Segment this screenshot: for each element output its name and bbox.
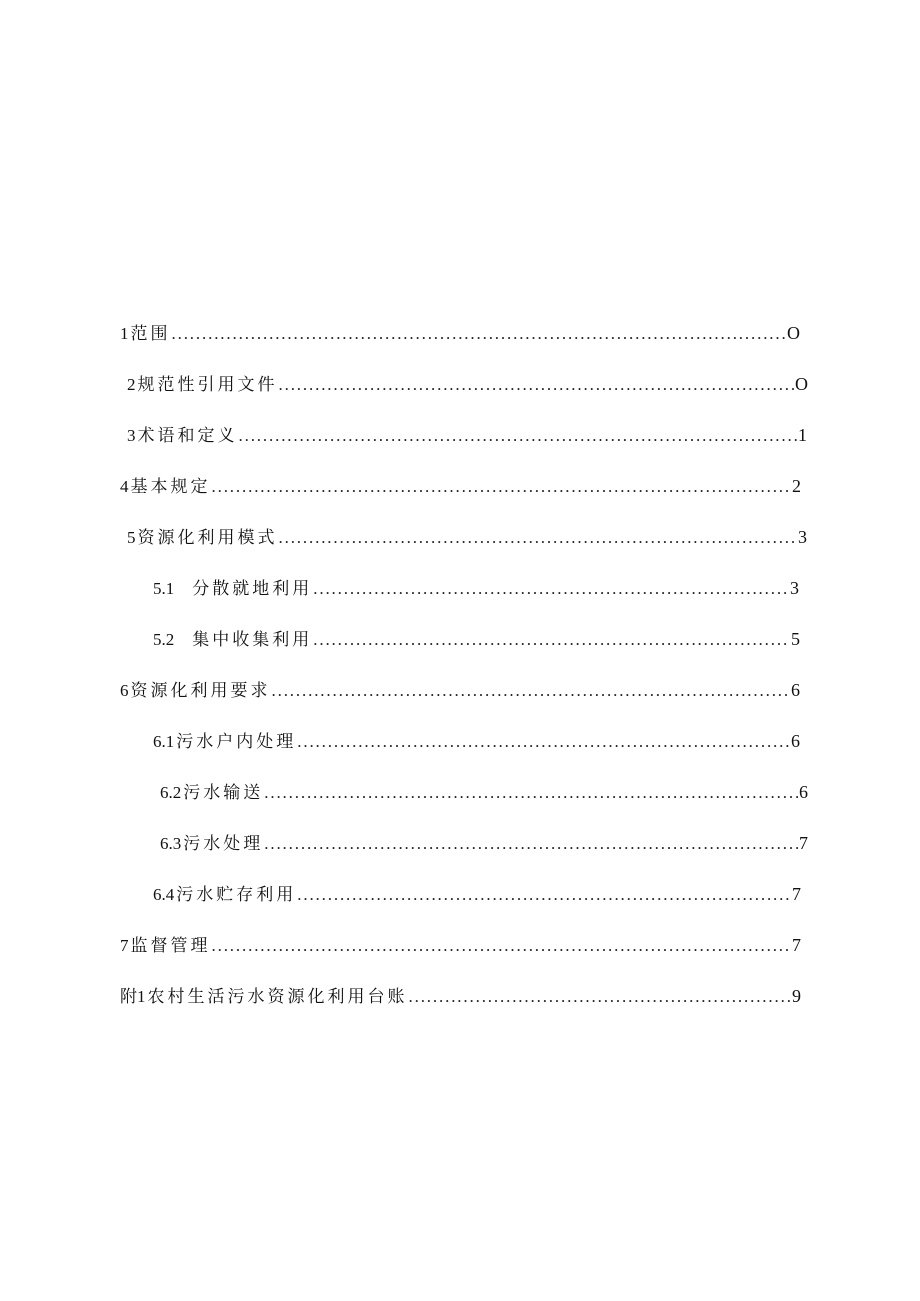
toc-dot-leader bbox=[409, 985, 792, 1009]
toc-entry-title: 监督管理 bbox=[130, 936, 211, 956]
toc-entry-title: 污水贮存利用 bbox=[176, 885, 297, 905]
toc-entry-number: 5.1 bbox=[153, 579, 175, 598]
toc-entry-title: 范围 bbox=[130, 324, 171, 344]
toc-entry-2[interactable] bbox=[127, 372, 808, 396]
toc-entry-7[interactable] bbox=[120, 933, 801, 957]
toc-entry-page: 2 bbox=[792, 476, 801, 496]
toc-entry-number: 6 bbox=[120, 681, 129, 700]
toc-entry-number: 6.1 bbox=[153, 732, 175, 751]
toc-entry-6-2[interactable] bbox=[160, 780, 808, 804]
toc-entry-page: 7 bbox=[799, 833, 808, 853]
toc-entry-page: 9 bbox=[792, 986, 801, 1006]
toc-entry-number: 6.3 bbox=[160, 834, 182, 853]
toc-entry-title: 污水输送 bbox=[183, 783, 264, 803]
toc-entry-number: 1 bbox=[120, 324, 129, 343]
toc-entry-page: 6 bbox=[791, 731, 800, 751]
toc-entry-page: O bbox=[787, 323, 800, 343]
toc-entry-title: 术语和定义 bbox=[137, 426, 238, 446]
toc-dot-leader bbox=[264, 832, 798, 856]
toc-entry-number: 3 bbox=[127, 426, 136, 445]
toc-dot-leader bbox=[313, 628, 790, 652]
toc-entry-page: 3 bbox=[790, 578, 799, 598]
toc-entry-1[interactable] bbox=[120, 321, 800, 345]
toc-entry-number: 6.4 bbox=[153, 885, 175, 904]
toc-entry-page: 6 bbox=[799, 782, 808, 802]
toc-entry-title: 污水户内处理 bbox=[176, 732, 297, 752]
toc-entry-title: 资源化利用要求 bbox=[130, 681, 271, 701]
toc-entry-title: 集中收集利用 bbox=[192, 630, 313, 650]
toc-dot-leader bbox=[212, 934, 792, 958]
toc-entry-number: 5.2 bbox=[153, 630, 175, 649]
toc-entry-page: 5 bbox=[791, 629, 800, 649]
toc-entry-6[interactable] bbox=[120, 678, 800, 702]
toc-entry-page: 1 bbox=[798, 425, 807, 445]
toc-entry-4[interactable] bbox=[120, 474, 801, 498]
toc-entry-6-4[interactable] bbox=[153, 882, 801, 906]
toc-entry-title: 基本规定 bbox=[130, 477, 211, 497]
toc-entry-page: O bbox=[795, 374, 808, 394]
toc-entry-appendix-1[interactable] bbox=[120, 984, 801, 1008]
toc-dot-leader bbox=[297, 883, 791, 907]
toc-dot-leader bbox=[212, 475, 792, 499]
toc-entry-number: 5 bbox=[127, 528, 136, 547]
toc-entry-title: 规范性引用文件 bbox=[137, 375, 278, 395]
toc-dot-leader bbox=[239, 424, 798, 448]
toc-entry-6-3[interactable] bbox=[160, 831, 808, 855]
toc-entry-title: 分散就地利用 bbox=[192, 579, 313, 599]
toc-entry-5-2[interactable] bbox=[153, 627, 800, 651]
toc-entry-number: 6.2 bbox=[160, 783, 182, 802]
toc-entry-5[interactable] bbox=[127, 525, 807, 549]
toc-entry-number: 4 bbox=[120, 477, 129, 496]
toc-entry-number: 附1 bbox=[120, 987, 146, 1006]
toc-entry-6-1[interactable] bbox=[153, 729, 800, 753]
toc-entry-page: 3 bbox=[798, 527, 807, 547]
toc-dot-leader bbox=[264, 781, 798, 805]
toc-entry-number: 7 bbox=[120, 936, 129, 955]
toc-dot-leader bbox=[172, 322, 787, 346]
toc-dot-leader bbox=[279, 373, 795, 397]
toc-entry-title: 污水处理 bbox=[183, 834, 264, 854]
toc-entry-number: 2 bbox=[127, 375, 136, 394]
toc-dot-leader bbox=[297, 730, 790, 754]
toc-entry-page: 7 bbox=[792, 935, 801, 955]
toc-entry-page: 6 bbox=[791, 680, 800, 700]
toc-dot-leader bbox=[313, 577, 789, 601]
toc-dot-leader bbox=[272, 679, 791, 703]
toc-entry-3[interactable] bbox=[127, 423, 807, 447]
toc-dot-leader bbox=[279, 526, 798, 550]
toc-entry-page: 7 bbox=[792, 884, 801, 904]
toc-entry-title: 农村生活污水资源化利用台账 bbox=[147, 987, 408, 1007]
toc-entry-5-1[interactable] bbox=[153, 576, 799, 600]
toc-entry-title: 资源化利用模式 bbox=[137, 528, 278, 548]
